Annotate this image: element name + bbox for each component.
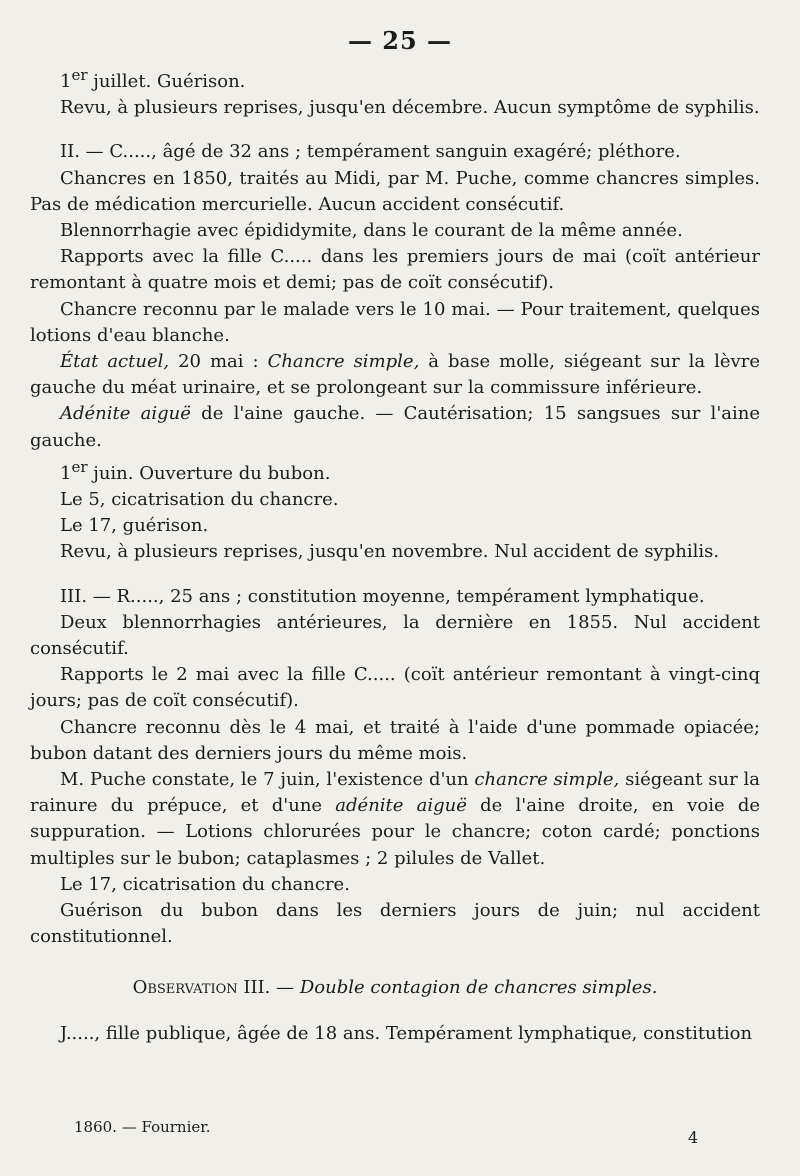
paragraph-etat-actuel: État actuel, 20 mai : Chancre simple, à base molle, siégeant sur la lèvre gauche du méat urinaire, et se prolongeant sur la commissure inférieure.: [30, 351, 760, 399]
paragraph-juin-1: 1er juin. Ouverture du bubon.: [60, 457, 331, 484]
paragraph-chancre-4-mai: Chancre reconnu dès le 4 mai, et traité à l'aide d'une pommade opiacée; bubon datant des derniers jours du même mois.: [30, 716, 760, 764]
paragraph-le-17-guerison: Le 17, guérison.: [60, 515, 209, 537]
paragraph-puche-constate: M. Puche constate, le 7 juin, l'existence d'un chancre simple, siégeant sur la rainure du prépuce, et d'une adénite aiguë de l'aine droite, en voie de suppuration. — Lotions chlorurées pour le chancre; coton cardé; ponctions multiples sur le bubon; cataplasmes ; 2 pilules de Vallet.: [30, 769, 761, 869]
paragraph-revu-decembre: Revu, à plusieurs reprises, jusqu'en décembre. Aucun symptôme de syphilis.: [60, 97, 760, 119]
paragraph-chancre-10-mai: Chancre reconnu par le malade vers le 10 mai. — Pour traitement, quelques lotions d'eau blanche.: [30, 298, 760, 346]
paragraph-fille-publique: J....., fille publique, âgée de 18 ans. Tempérament lymphatique, constitution: [60, 1022, 753, 1044]
page-number: — 25 —: [347, 26, 453, 55]
paragraph-july-1: 1er juillet. Guérison.: [60, 66, 246, 92]
body-text: [30, 62, 760, 1047]
paragraph-deux-blennorrhagies: Deux blennorrhagies antérieures, la dernière en 1855. Nul accident consécutif.: [30, 611, 760, 660]
paragraph-le-5: Le 5, cicatrisation du chancre.: [60, 489, 339, 511]
paragraph-le-17-cicatrisation: Le 17, cicatrisation du chancre.: [60, 873, 350, 895]
paragraph-blennorrhagie: Blennorrhagie avec épididymite, dans le courant de la même année.: [60, 220, 683, 242]
footer-sheet-number: 4: [688, 1128, 699, 1147]
paragraph-guerison-bubon: Guérison du bubon dans les derniers jours de juin; nul accident constitutionnel.: [30, 900, 760, 948]
footer-signature: 1860. — Fournier.: [74, 1118, 211, 1136]
paragraph-rapports-2-mai: Rapports le 2 mai avec la fille C..... (coït antérieur remontant à vingt-cinq jours; pas de coït consécutif).: [30, 664, 760, 712]
paragraph-adenite-gauche: Adénite aiguë de l'aine gauche. — Cautérisation; 15 sangsues sur l'aine gauche.: [30, 403, 760, 451]
paragraph-revu-novembre: Revu, à plusieurs reprises, jusqu'en novembre. Nul accident de syphilis.: [60, 541, 720, 563]
paragraph-rapports-mai: Rapports avec la fille C..... dans les premiers jours de mai (coït antérieur remontant à quatre mois et demi; pas de coït consécutif).: [30, 246, 760, 294]
paragraph-case-2-header: II. — C....., âgé de 32 ans ; tempérament sanguin exagéré; pléthore.: [60, 141, 681, 163]
paragraph-case-3-header: III. — R....., 25 ans ; constitution moyenne, tempérament lymphatique.: [60, 585, 705, 607]
paragraph-chancres-1850: Chancres en 1850, traités au Midi, par M. Puche, comme chancres simples. Pas de médication mercurielle. Aucun accident consécutif.: [30, 167, 760, 215]
section-heading-observation-3: Observation III. — Double contagion de chancres simples.: [132, 976, 658, 998]
